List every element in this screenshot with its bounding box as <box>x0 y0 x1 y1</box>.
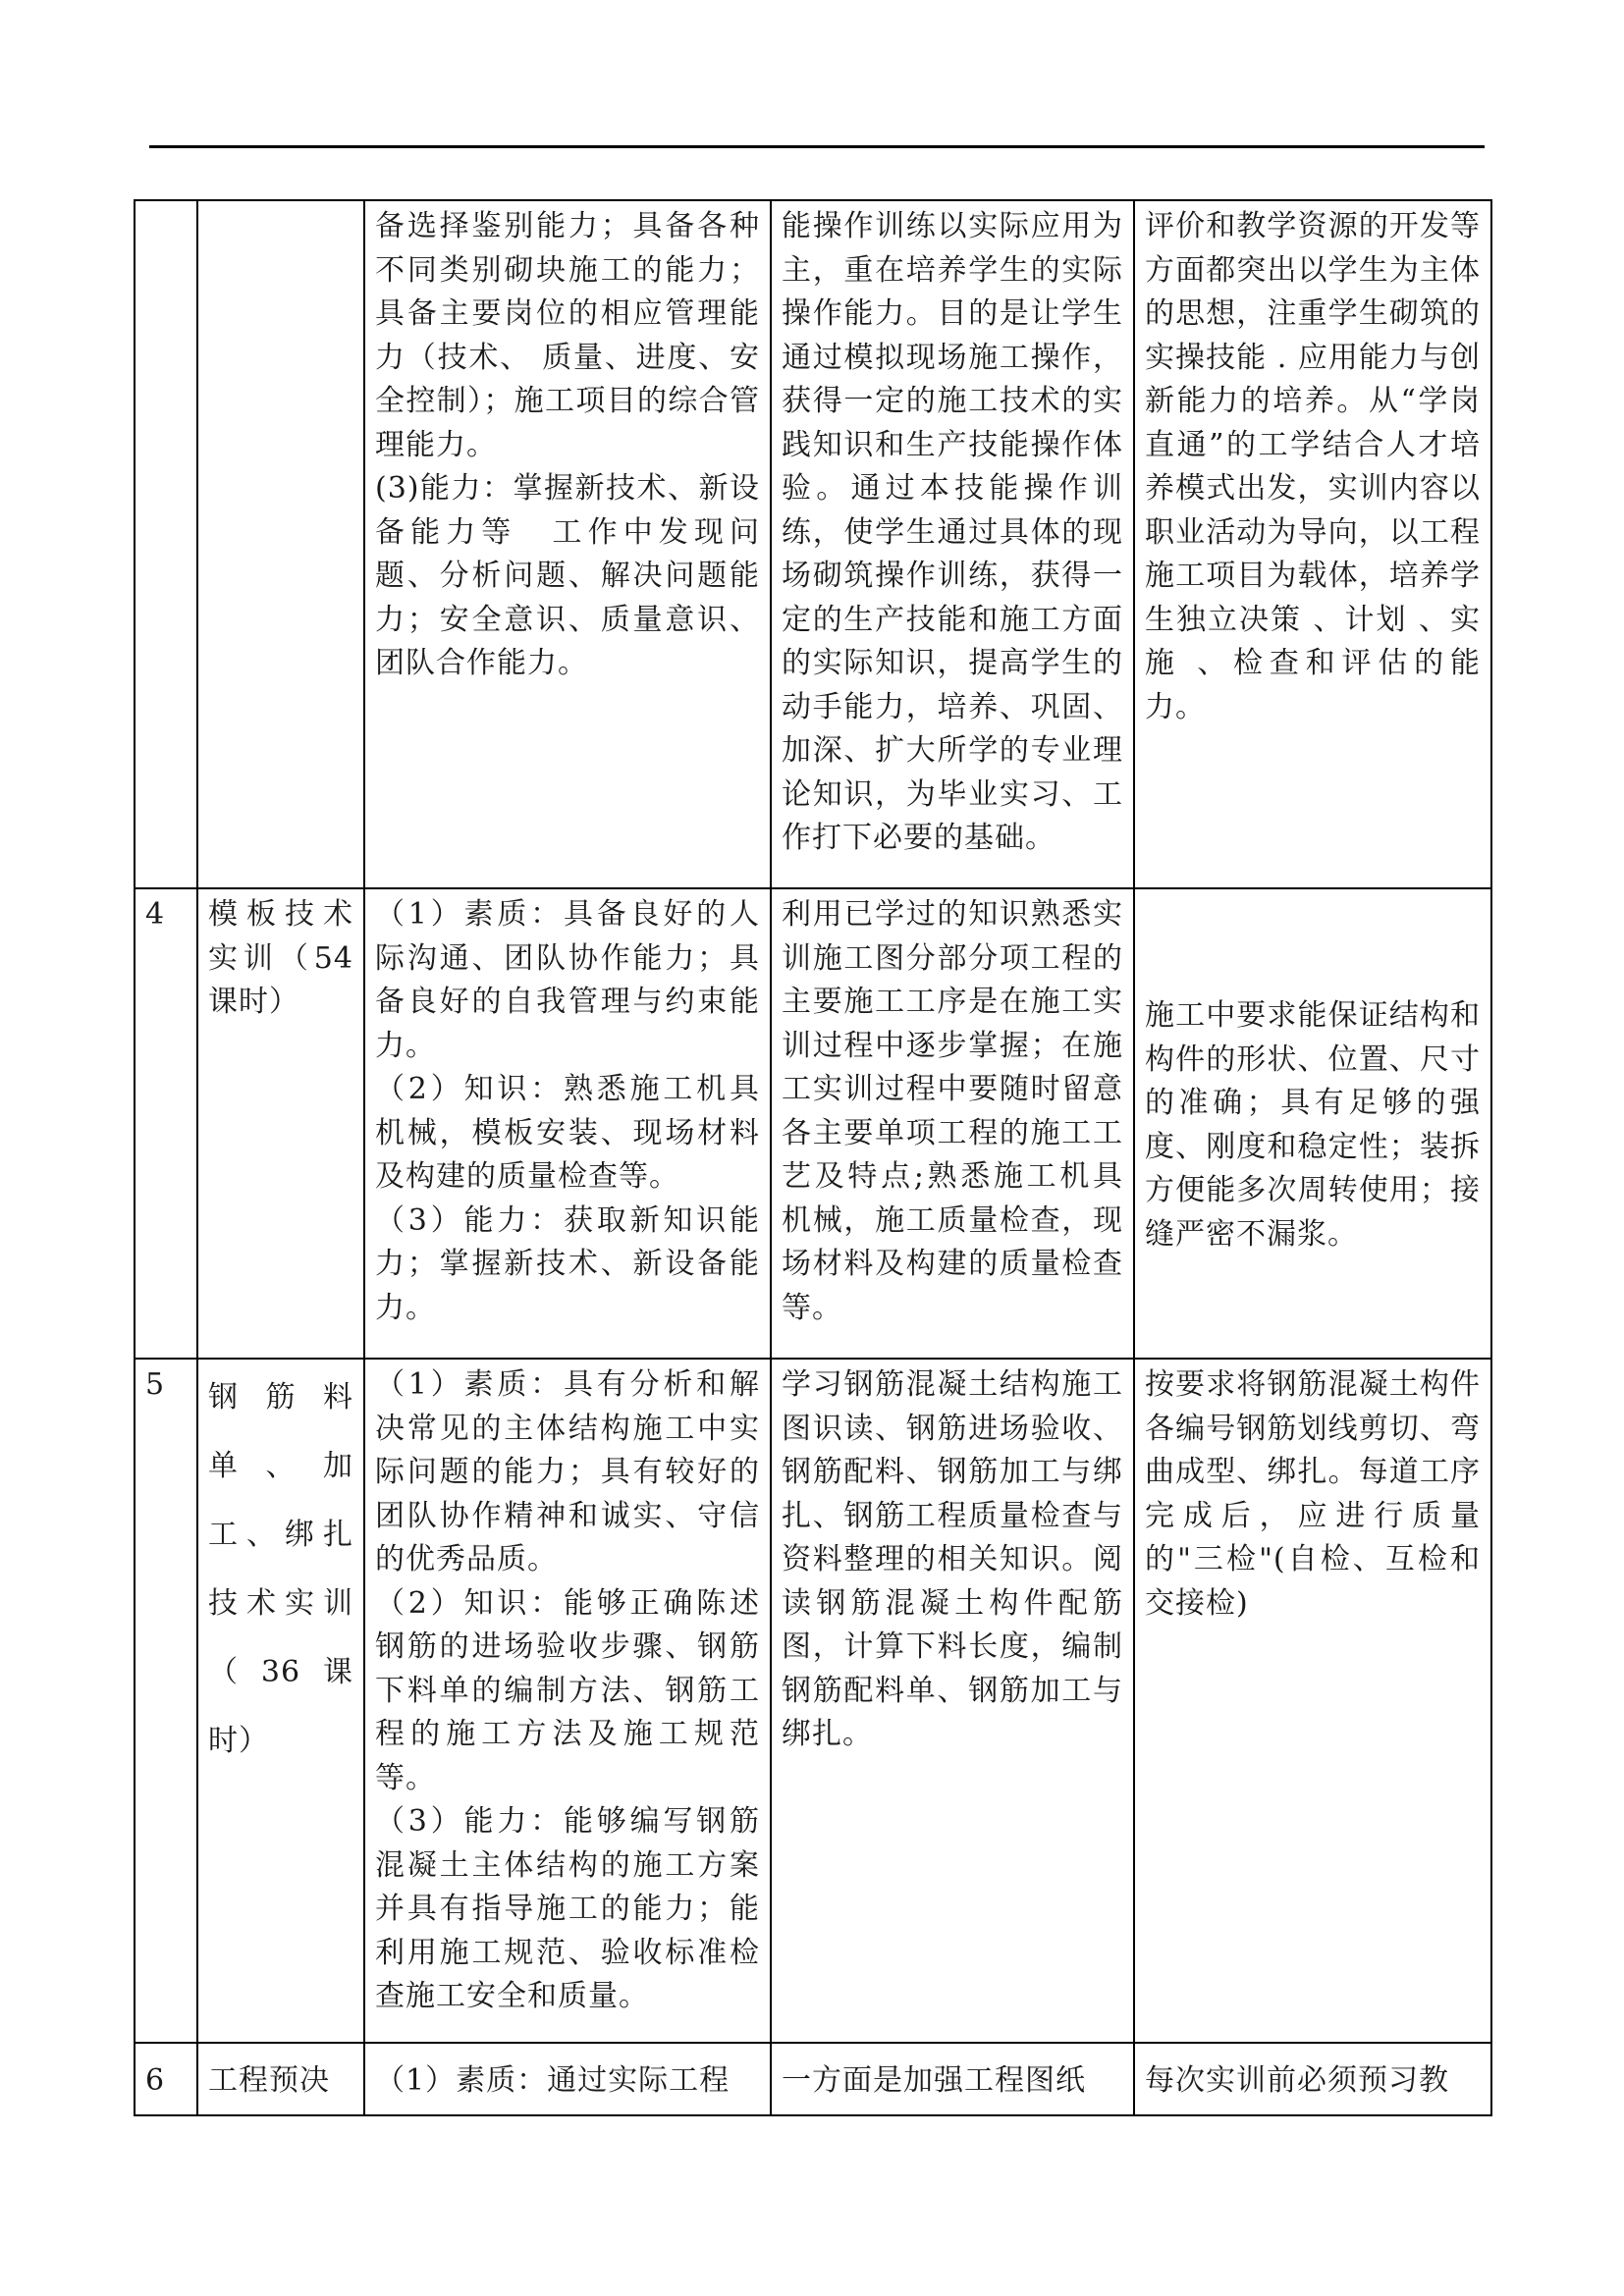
objective-paragraph: （3）能力：能够编写钢筋混凝土主体结构的施工方案并具有指导施工的能力；能利用施工规范、验收标准检查施工安全和质量。 <box>375 1804 760 2013</box>
objectives-cell <box>364 200 771 888</box>
objective-paragraph: （1）素质：具备良好的人际沟通、团队协作能力；具备良好的自我管理与约束能力。 <box>375 897 760 1063</box>
content-paragraph: 能操作训练以实际应用为主，重在培养学生的实际操作能力。目的是让学生通过模拟现场施工操作，获得一定的施工技术的实践知识和生产技能操作体验。通过本技能操作训练，使学生通过具体的现场砌筑操作训练，获得一定的生产技能和施工方面的实际知识，提高学生的动手能力，培养、巩固、加深、扩大所学的专业理论知识，为毕业实习、工作打下必要的基础。 <box>782 209 1123 855</box>
content-paragraph: 一方面是加强工程图纸 <box>782 2062 1086 2098</box>
objective-paragraph: （2）知识：熟悉施工机具机械，模板安装、现场材料及构建的质量检查等。 <box>375 1072 760 1194</box>
table-row <box>135 1359 1491 2043</box>
requirements-paragraph: 每次实训前必须预习教 <box>1145 2062 1449 2098</box>
header-rule <box>149 145 1485 148</box>
course-table <box>134 199 1492 2116</box>
table-row <box>135 888 1491 1359</box>
objective-paragraph: （1）素质：具有分析和解决常见的主体结构施工中实际问题的能力；具有较好的团队协作精神和诚实、守信的优秀品质。 <box>375 1367 760 1576</box>
requirements-cell <box>1134 2043 1491 2115</box>
course-title: 模板技术实训（54课时） <box>197 888 364 1359</box>
content-paragraph: 学习钢筋混凝土结构施工图识读、钢筋进场验收、钢筋配料、钢筋加工与绑扎、钢筋工程质量检查与资料整理的相关知识。阅读钢筋混凝土构件配筋图，计算下料长度，编制钢筋配料单、钢筋加工与绑扎。 <box>782 1367 1123 1751</box>
objective-paragraph: （2）知识：能够正确陈述钢筋的进场验收步骤、钢筋下料单的编制方法、钢筋工程的施工方法及施工规范等。 <box>375 1585 760 1795</box>
requirements-paragraph: 评价和教学资源的开发等方面都突出以学生为主体的思想，注重学生砌筑的实操技能 . 应用能力与创新能力的培养。从“学岗直通”的工学结合人才培养模式出发，实训内容以职业活动为导向，以工程施工项目为载体，培养学生独立决策 、计划 、实施 、检查和评估的能力。 <box>1145 209 1481 724</box>
content-paragraph: 利用已学过的知识熟悉实训施工图分部分项工程的主要施工工序是在施工实训过程中逐步掌握；在施工实训过程中要随时留意各主要单项工程的施工工艺及特点;熟悉施工机具机械，施工质量检查，现场材料及构建的质量检查等。 <box>782 897 1123 1325</box>
requirements-paragraph: 按要求将钢筋混凝土构件各编号钢筋划线剪切、弯曲成型、绑扎。每道工序完成后，应进行质量的"三检"(自检、互检和交接检) <box>1145 1367 1481 1621</box>
requirements-cell <box>1134 1359 1491 2043</box>
content-cell <box>771 888 1134 1359</box>
content-cell <box>771 200 1134 888</box>
requirements-paragraph: 施工中要求能保证结构和构件的形状、位置、尺寸的准确；具有足够的强度、刚度和稳定性；装拆方便能多次周转使用；接缝严密不漏浆。 <box>1145 998 1481 1252</box>
objectives-cell <box>364 1359 771 2043</box>
course-title: 钢筋料单、加工、绑扎技术实训（36课时） <box>197 1359 364 2043</box>
row-number: 4 <box>135 888 197 1359</box>
row-number <box>135 200 197 888</box>
course-title <box>197 200 364 888</box>
objective-paragraph: （3）能力：获取新知识能力；掌握新技术、新设备能力。 <box>375 1202 760 1325</box>
content-cell <box>771 1359 1134 2043</box>
course-title: 工程预决 <box>197 2043 364 2115</box>
objectives-cell <box>364 2043 771 2115</box>
objective-paragraph: 备选择鉴别能力；具备各种不同类别砌块施工的能力；具备主要岗位的相应管理能力（技术、 质量、进度、安全控制）；施工项目的综合管理能力。 <box>375 209 760 462</box>
objectives-cell <box>364 888 771 1359</box>
requirements-cell <box>1134 888 1491 1359</box>
objective-paragraph: (3)能力：掌握新技术、新设备能力等 工作中发现问题、分析问题、解决问题能力；安全意识、质量意识、团队合作能力。 <box>375 471 760 680</box>
row-number: 5 <box>135 1359 197 2043</box>
objective-paragraph: （1）素质：通过实际工程 <box>375 2062 731 2098</box>
table-row <box>135 2043 1491 2115</box>
content-cell <box>771 2043 1134 2115</box>
table-row <box>135 200 1491 888</box>
row-number: 6 <box>135 2043 197 2115</box>
requirements-cell <box>1134 200 1491 888</box>
